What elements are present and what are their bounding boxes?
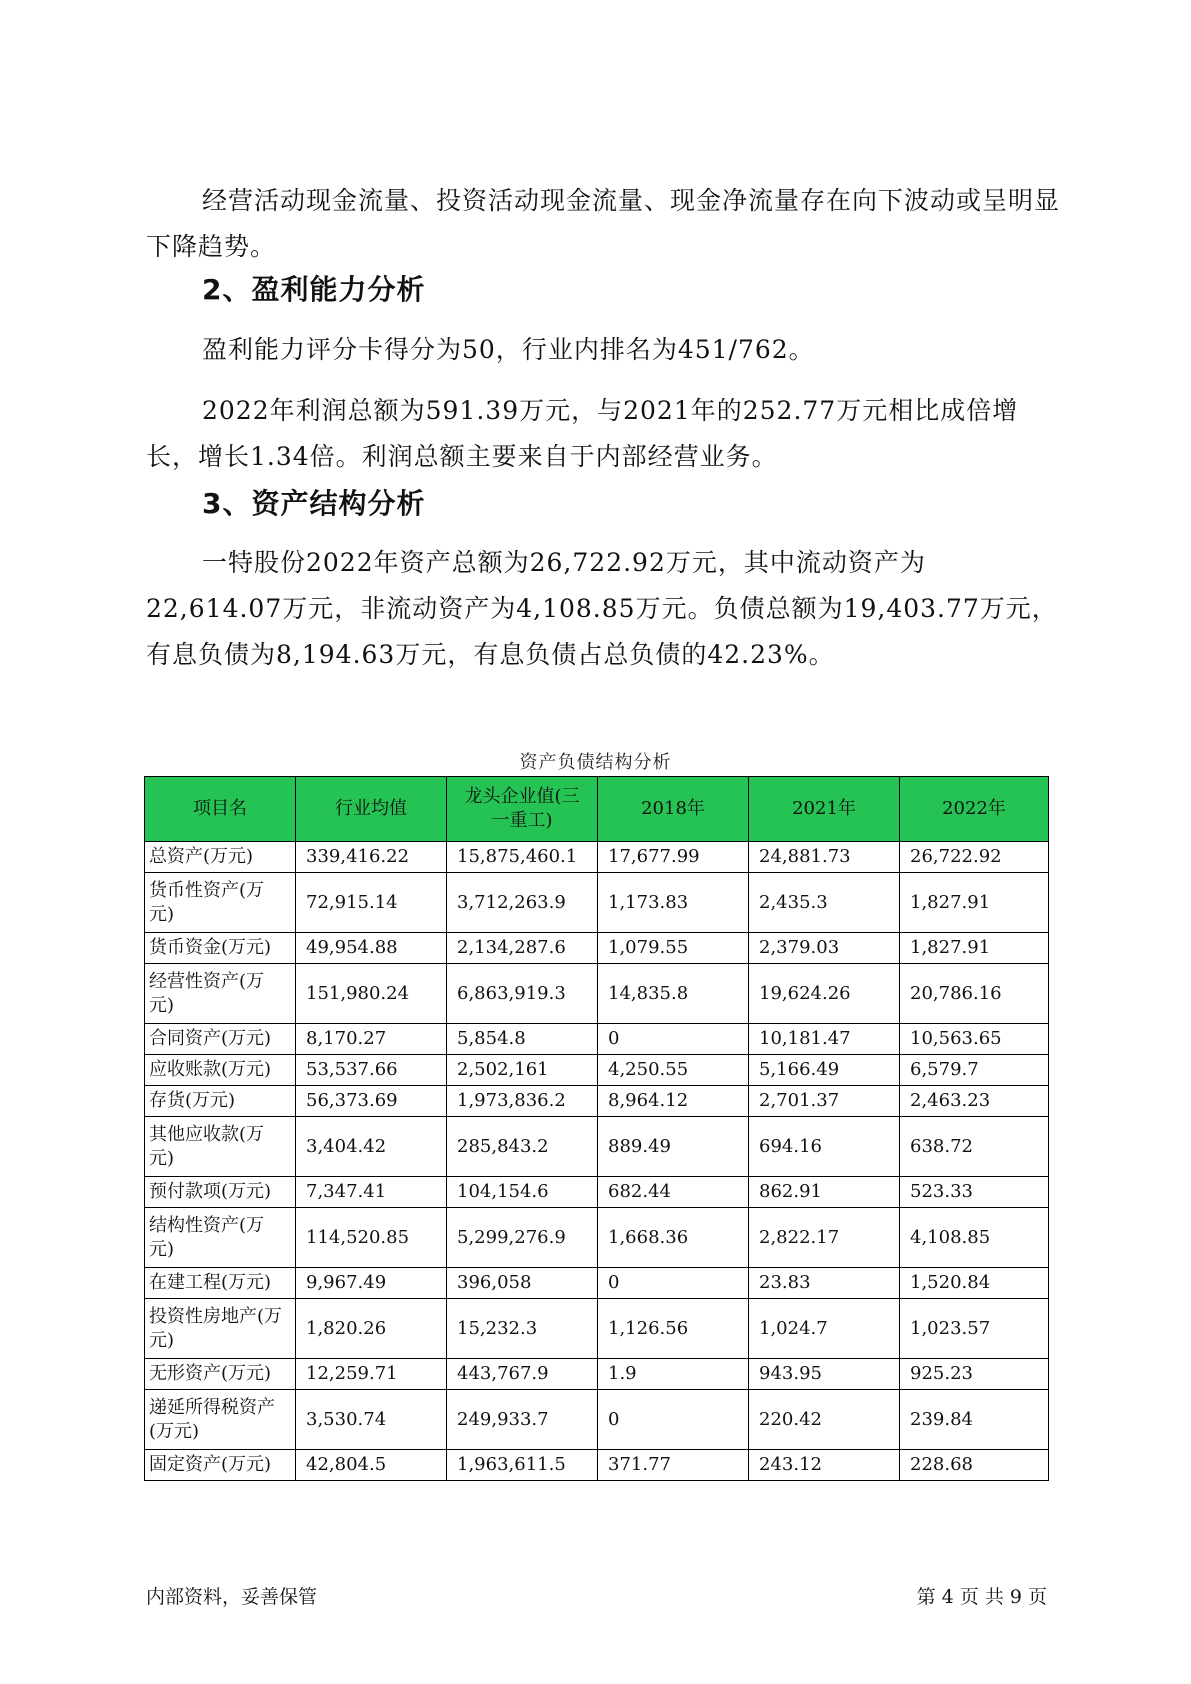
paragraph-cashflow: 经营活动现金流量、投资活动现金流量、现金净流量存在向下波动或呈明显下降趋势。 xyxy=(146,186,1061,261)
table-row xyxy=(145,1390,1049,1450)
table-cell: 371.77 xyxy=(598,1450,749,1481)
table-row xyxy=(145,1177,1049,1208)
table-cell: 5,854.8 xyxy=(447,1024,598,1055)
table-cell: 1.9 xyxy=(598,1359,749,1390)
table-row xyxy=(145,1024,1049,1055)
table-row xyxy=(145,1055,1049,1086)
table-cell: 10,563.65 xyxy=(900,1024,1049,1055)
footer-confidential: 内部资料，妥善保管 xyxy=(146,1586,318,1608)
table-cell: 3,530.74 xyxy=(296,1390,447,1450)
table-cell: 2,463.23 xyxy=(900,1086,1049,1117)
table-cell: 1,079.55 xyxy=(598,933,749,964)
table-cell: 6,579.7 xyxy=(900,1055,1049,1086)
table-row xyxy=(145,873,1049,933)
table-cell: 285,843.2 xyxy=(447,1117,598,1177)
heading-profitability: 2、盈利能力分析 xyxy=(202,273,426,306)
row-label: 其他应收款(万元) xyxy=(145,1117,296,1177)
row-label: 应收账款(万元) xyxy=(145,1055,296,1086)
paragraph-scorecard: 盈利能力评分卡得分为50，行业内排名为451/762。 xyxy=(202,335,815,364)
header-2018: 2018年 xyxy=(598,777,749,842)
table-row xyxy=(145,933,1049,964)
table-cell: 694.16 xyxy=(749,1117,900,1177)
table-cell: 0 xyxy=(598,1268,749,1299)
table-cell: 1,827.91 xyxy=(900,873,1049,933)
table-cell: 26,722.92 xyxy=(900,842,1049,873)
row-label: 投资性房地产(万元) xyxy=(145,1299,296,1359)
table-cell: 8,964.12 xyxy=(598,1086,749,1117)
table-cell: 1,173.83 xyxy=(598,873,749,933)
table-cell: 4,108.85 xyxy=(900,1208,1049,1268)
row-label: 经营性资产(万元) xyxy=(145,964,296,1024)
table-cell: 2,379.03 xyxy=(749,933,900,964)
table-cell: 5,299,276.9 xyxy=(447,1208,598,1268)
row-label: 合同资产(万元) xyxy=(145,1024,296,1055)
table-cell: 15,232.3 xyxy=(447,1299,598,1359)
table-header-row xyxy=(145,777,1049,842)
table-cell: 228.68 xyxy=(900,1450,1049,1481)
table-cell: 6,863,919.3 xyxy=(447,964,598,1024)
row-label: 固定资产(万元) xyxy=(145,1450,296,1481)
table-cell: 19,624.26 xyxy=(749,964,900,1024)
table-cell: 7,347.41 xyxy=(296,1177,447,1208)
table-cell: 925.23 xyxy=(900,1359,1049,1390)
table-cell: 0 xyxy=(598,1024,749,1055)
table-cell: 0 xyxy=(598,1390,749,1450)
table-row xyxy=(145,1117,1049,1177)
header-leader-value: 龙头企业值(三一重工) xyxy=(447,777,598,842)
table-cell: 24,881.73 xyxy=(749,842,900,873)
table-cell: 339,416.22 xyxy=(296,842,447,873)
table-cell: 2,822.17 xyxy=(749,1208,900,1268)
table-cell: 1,520.84 xyxy=(900,1268,1049,1299)
table-cell: 3,712,263.9 xyxy=(447,873,598,933)
header-industry-avg: 行业均值 xyxy=(296,777,447,842)
row-label: 总资产(万元) xyxy=(145,842,296,873)
table-cell: 2,701.37 xyxy=(749,1086,900,1117)
table-cell: 15,875,460.1 xyxy=(447,842,598,873)
table-cell: 1,126.56 xyxy=(598,1299,749,1359)
table-cell: 56,373.69 xyxy=(296,1086,447,1117)
table-cell: 5,166.49 xyxy=(749,1055,900,1086)
table-cell: 3,404.42 xyxy=(296,1117,447,1177)
header-2022: 2022年 xyxy=(900,777,1049,842)
table-cell: 104,154.6 xyxy=(447,1177,598,1208)
table-cell: 72,915.14 xyxy=(296,873,447,933)
table-cell: 8,170.27 xyxy=(296,1024,447,1055)
row-label: 无形资产(万元) xyxy=(145,1359,296,1390)
table-cell: 151,980.24 xyxy=(296,964,447,1024)
table-cell: 49,954.88 xyxy=(296,933,447,964)
table-cell: 1,023.57 xyxy=(900,1299,1049,1359)
table-cell: 53,537.66 xyxy=(296,1055,447,1086)
table-cell: 4,250.55 xyxy=(598,1055,749,1086)
row-label: 预付款项(万元) xyxy=(145,1177,296,1208)
balance-structure-table xyxy=(144,776,1049,1481)
row-label: 货币资金(万元) xyxy=(145,933,296,964)
table-row xyxy=(145,842,1049,873)
table-cell: 12,259.71 xyxy=(296,1359,447,1390)
table-cell: 1,827.91 xyxy=(900,933,1049,964)
table-cell: 42,804.5 xyxy=(296,1450,447,1481)
table-cell: 682.44 xyxy=(598,1177,749,1208)
table-cell: 10,181.47 xyxy=(749,1024,900,1055)
table-cell: 20,786.16 xyxy=(900,964,1049,1024)
table-cell: 2,134,287.6 xyxy=(447,933,598,964)
paragraph-assets: 一特股份2022年资产总额为26,722.92万元，其中流动资产为22,614.07万元，非流动资产为4,108.85万元。负债总额为19,403.77万元，有息负债为8,194.63万元，有息负债占总负债的42.23%。 xyxy=(146,548,1058,669)
table-row xyxy=(145,1268,1049,1299)
row-label: 递延所得税资产(万元) xyxy=(145,1390,296,1450)
table-cell: 243.12 xyxy=(749,1450,900,1481)
table-row xyxy=(145,1208,1049,1268)
table-cell: 638.72 xyxy=(900,1117,1049,1177)
table-cell: 1,820.26 xyxy=(296,1299,447,1359)
table-cell: 23.83 xyxy=(749,1268,900,1299)
table-cell: 1,973,836.2 xyxy=(447,1086,598,1117)
table-cell: 1,963,611.5 xyxy=(447,1450,598,1481)
table-row xyxy=(145,1359,1049,1390)
paragraph-profit: 2022年利润总额为591.39万元，与2021年的252.77万元相比成倍增长，增长1.34倍。利润总额主要来自于内部经营业务。 xyxy=(146,396,1019,471)
header-item-name: 项目名 xyxy=(145,777,296,842)
table-cell: 220.42 xyxy=(749,1390,900,1450)
table-cell: 1,024.7 xyxy=(749,1299,900,1359)
table-cell: 239.84 xyxy=(900,1390,1049,1450)
table-body xyxy=(145,842,1049,1481)
row-label: 在建工程(万元) xyxy=(145,1268,296,1299)
table-cell: 443,767.9 xyxy=(447,1359,598,1390)
row-label: 存货(万元) xyxy=(145,1086,296,1117)
table-row xyxy=(145,964,1049,1024)
table-cell: 889.49 xyxy=(598,1117,749,1177)
table-cell: 2,502,161 xyxy=(447,1055,598,1086)
table-cell: 14,835.8 xyxy=(598,964,749,1024)
row-label: 结构性资产(万元) xyxy=(145,1208,296,1268)
table-cell: 523.33 xyxy=(900,1177,1049,1208)
table-cell: 1,668.36 xyxy=(598,1208,749,1268)
table-row xyxy=(145,1086,1049,1117)
table-cell: 17,677.99 xyxy=(598,842,749,873)
table-cell: 943.95 xyxy=(749,1359,900,1390)
table-row xyxy=(145,1450,1049,1481)
table-cell: 396,058 xyxy=(447,1268,598,1299)
table-row xyxy=(145,1299,1049,1359)
table-caption: 资产负债结构分析 xyxy=(519,752,672,773)
table-cell: 862.91 xyxy=(749,1177,900,1208)
table-cell: 9,967.49 xyxy=(296,1268,447,1299)
table-cell: 2,435.3 xyxy=(749,873,900,933)
heading-asset-structure: 3、资产结构分析 xyxy=(202,487,426,520)
table-cell: 114,520.85 xyxy=(296,1208,447,1268)
table-cell: 249,933.7 xyxy=(447,1390,598,1450)
footer-page-number: 第 4 页 共 9 页 xyxy=(916,1586,1047,1608)
header-2021: 2021年 xyxy=(749,777,900,842)
row-label: 货币性资产(万元) xyxy=(145,873,296,933)
